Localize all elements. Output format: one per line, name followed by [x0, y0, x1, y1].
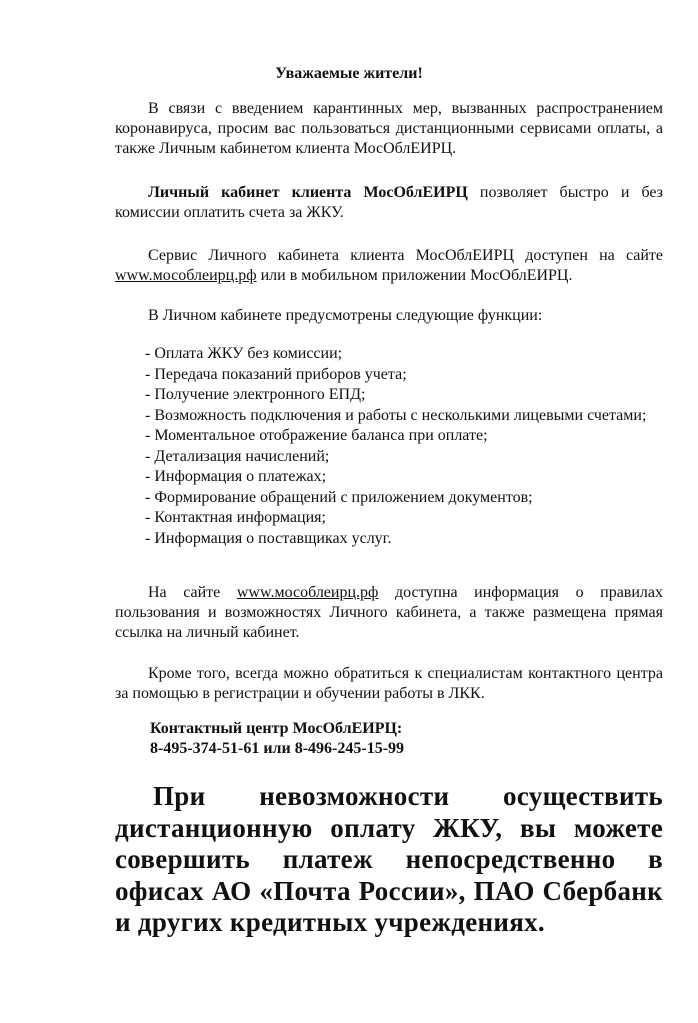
list-item: - Формирование обращений с приложением документов;	[145, 488, 533, 506]
functions-list	[145, 344, 665, 549]
website-paragraph	[115, 583, 663, 643]
website-link[interactable]: www.мособлеирц.рф	[115, 267, 257, 284]
list-item: - Информация о поставщиках услуг.	[145, 529, 392, 547]
payment-notice: При невозможности осуществить дистанционную оплату ЖКУ, вы можете совершить платеж непосредственно в офисах АО «Почта России», ПАО Сбербанк и других кредитных учреждениях.	[115, 781, 663, 937]
support-paragraph: Кроме того, всегда можно обратиться к специалистам контактного центра за помощью в регистрации и обучении работы в ЛКК.	[115, 665, 663, 702]
intro-paragraph: В связи с введением карантинных мер, вызванных распространением коронавируса, просим вас пользоваться дистанционными сервисами оплаты, а также Личным кабинетом клиента МосОблЕИРЦ.	[115, 100, 663, 157]
contact-block	[150, 719, 404, 759]
service-paragraph	[115, 246, 663, 286]
list-item: - Оплата ЖКУ без комиссии;	[145, 345, 343, 362]
list-item: - Моментальное отображение баланса при оплате;	[145, 427, 488, 444]
cabinet-name: Личный кабинет клиента МосОблЕИРЦ	[148, 184, 468, 201]
list-item: - Контактная информация;	[145, 509, 326, 526]
list-item: - Передача показаний приборов учета;	[145, 365, 407, 383]
page-title: Уважаемые жители!	[275, 65, 423, 82]
contact-phones: 8-495-374-51-61 или 8-496-245-15-99	[150, 740, 405, 757]
cabinet-paragraph	[115, 183, 663, 223]
website-text-before: На сайте	[148, 584, 237, 601]
list-item: - Информация о платежах;	[145, 468, 327, 485]
list-item: - Детализация начислений;	[145, 447, 330, 465]
service-text-after: или в мобильном приложении МосОблЕИРЦ.	[256, 267, 573, 284]
functions-intro: В Личном кабинете предусмотрены следующие функции:	[148, 307, 543, 324]
service-text-before: Сервис Личного кабинета клиента МосОблЕИРЦ доступен на сайте	[148, 247, 663, 264]
website-text-after: доступна информация о правилах пользования и возможностях Личного кабинета, а также размещена прямая ссылка на личный кабинет.	[115, 584, 663, 641]
list-item: - Возможность подключения и работы с несколькими лицевыми счетами;	[145, 406, 647, 424]
contact-heading: Контактный центр МосОблЕИРЦ:	[150, 720, 403, 737]
list-item: - Получение электронного ЕПД;	[145, 386, 366, 403]
cabinet-description: позволяет быстро и без комиссии оплатить счета за ЖКУ.	[115, 184, 663, 221]
website-link[interactable]: www.мособлеирц.рф	[236, 584, 379, 601]
